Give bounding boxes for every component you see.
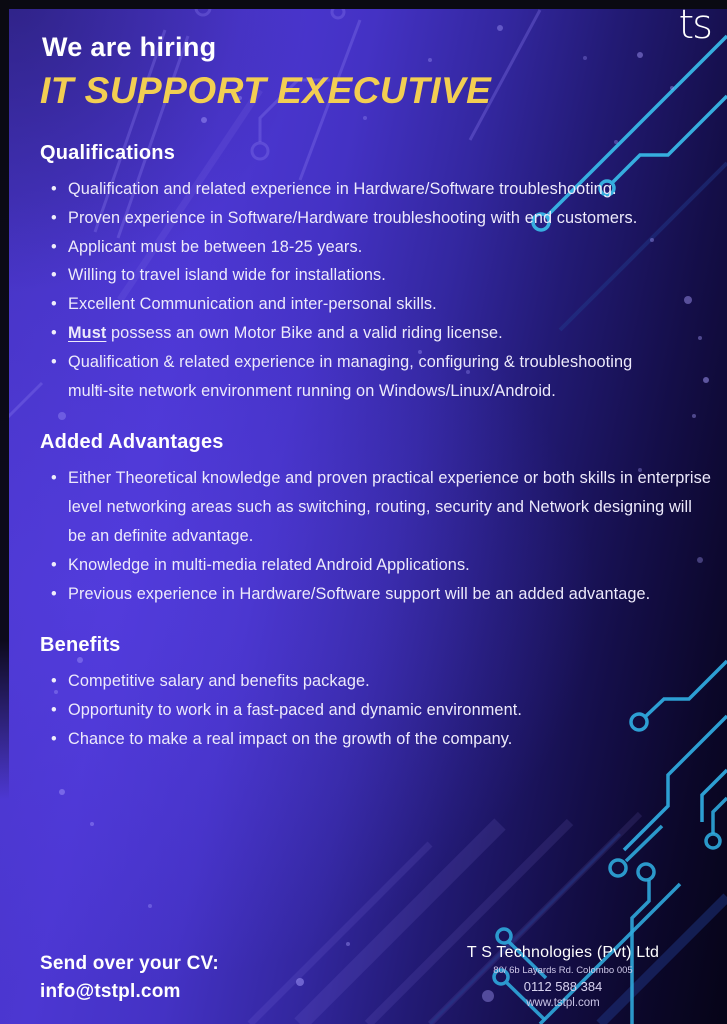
section-qualifications bbox=[40, 142, 712, 405]
section-benefits bbox=[40, 634, 712, 753]
qualifications-list bbox=[40, 175, 640, 405]
cv-block bbox=[40, 950, 219, 1006]
added-advantages-heading: Added Advantages bbox=[40, 431, 224, 454]
company-name: T S Technologies (Pvt) Ltd bbox=[466, 944, 660, 961]
section-added-advantages bbox=[40, 431, 712, 608]
qualifications-heading: Qualifications bbox=[40, 142, 176, 164]
bullet-item: • Qualification & related experience in managing, configuring & troubleshooting multi-site network environment running on Windows/Linux/Android. bbox=[68, 348, 640, 406]
job-title: IT SUPPORT EXECUTIVE bbox=[40, 70, 492, 111]
bullet-item: • Applicant must be between 18-25 years. bbox=[68, 233, 640, 262]
must-emphasis: Must bbox=[68, 323, 107, 342]
bullet-text: possess an own Motor Bike and a valid riding license. bbox=[106, 323, 503, 342]
bullet-item: • Chance to make a real impact on the growth of the company. bbox=[68, 725, 708, 754]
bullet-item: • Either Theoretical knowledge and proven practical experience or both skills in enterprise level networking areas such as switching, routing, security and Network designing will be an definite advantage. bbox=[68, 464, 712, 550]
hiring-eyebrow: We are hiring bbox=[42, 32, 217, 62]
company-phone: 0112 588 384 bbox=[523, 979, 603, 994]
company-info bbox=[425, 944, 701, 1009]
added-advantages-list bbox=[40, 464, 712, 608]
bullet-item: • Opportunity to work in a fast-paced and dynamic environment. bbox=[68, 696, 708, 725]
bullet-item: • Excellent Communication and inter-personal skills. bbox=[68, 290, 640, 319]
bullet-item: • Knowledge in multi-media related Android Applications. bbox=[68, 551, 712, 580]
company-address: 80/ 6b Layards Rd. Colombo 005 bbox=[493, 965, 633, 976]
bullet-item: • Willing to travel island wide for installations. bbox=[68, 261, 640, 290]
benefits-list bbox=[40, 667, 708, 753]
cv-label: Send over your CV: bbox=[40, 953, 219, 974]
bullet-item: • Proven experience in Software/Hardware troubleshooting with end customers. bbox=[68, 204, 640, 233]
bullet-item: • Competitive salary and benefits package. bbox=[68, 667, 708, 696]
bullet-item bbox=[68, 319, 640, 348]
left-border bbox=[0, 0, 9, 800]
top-border bbox=[0, 0, 727, 9]
bullet-item: • Previous experience in Hardware/Software support will be an added advantage. bbox=[68, 580, 712, 609]
company-website: www.tstpl.com bbox=[526, 997, 600, 1009]
poster-body bbox=[40, 142, 712, 754]
benefits-heading: Benefits bbox=[40, 634, 121, 657]
ts-logo: ts bbox=[678, 2, 711, 48]
bullet-item: • Qualification and related experience in Hardware/Software troubleshooting. bbox=[68, 175, 640, 204]
cv-email: info@tstpl.com bbox=[40, 981, 181, 1002]
